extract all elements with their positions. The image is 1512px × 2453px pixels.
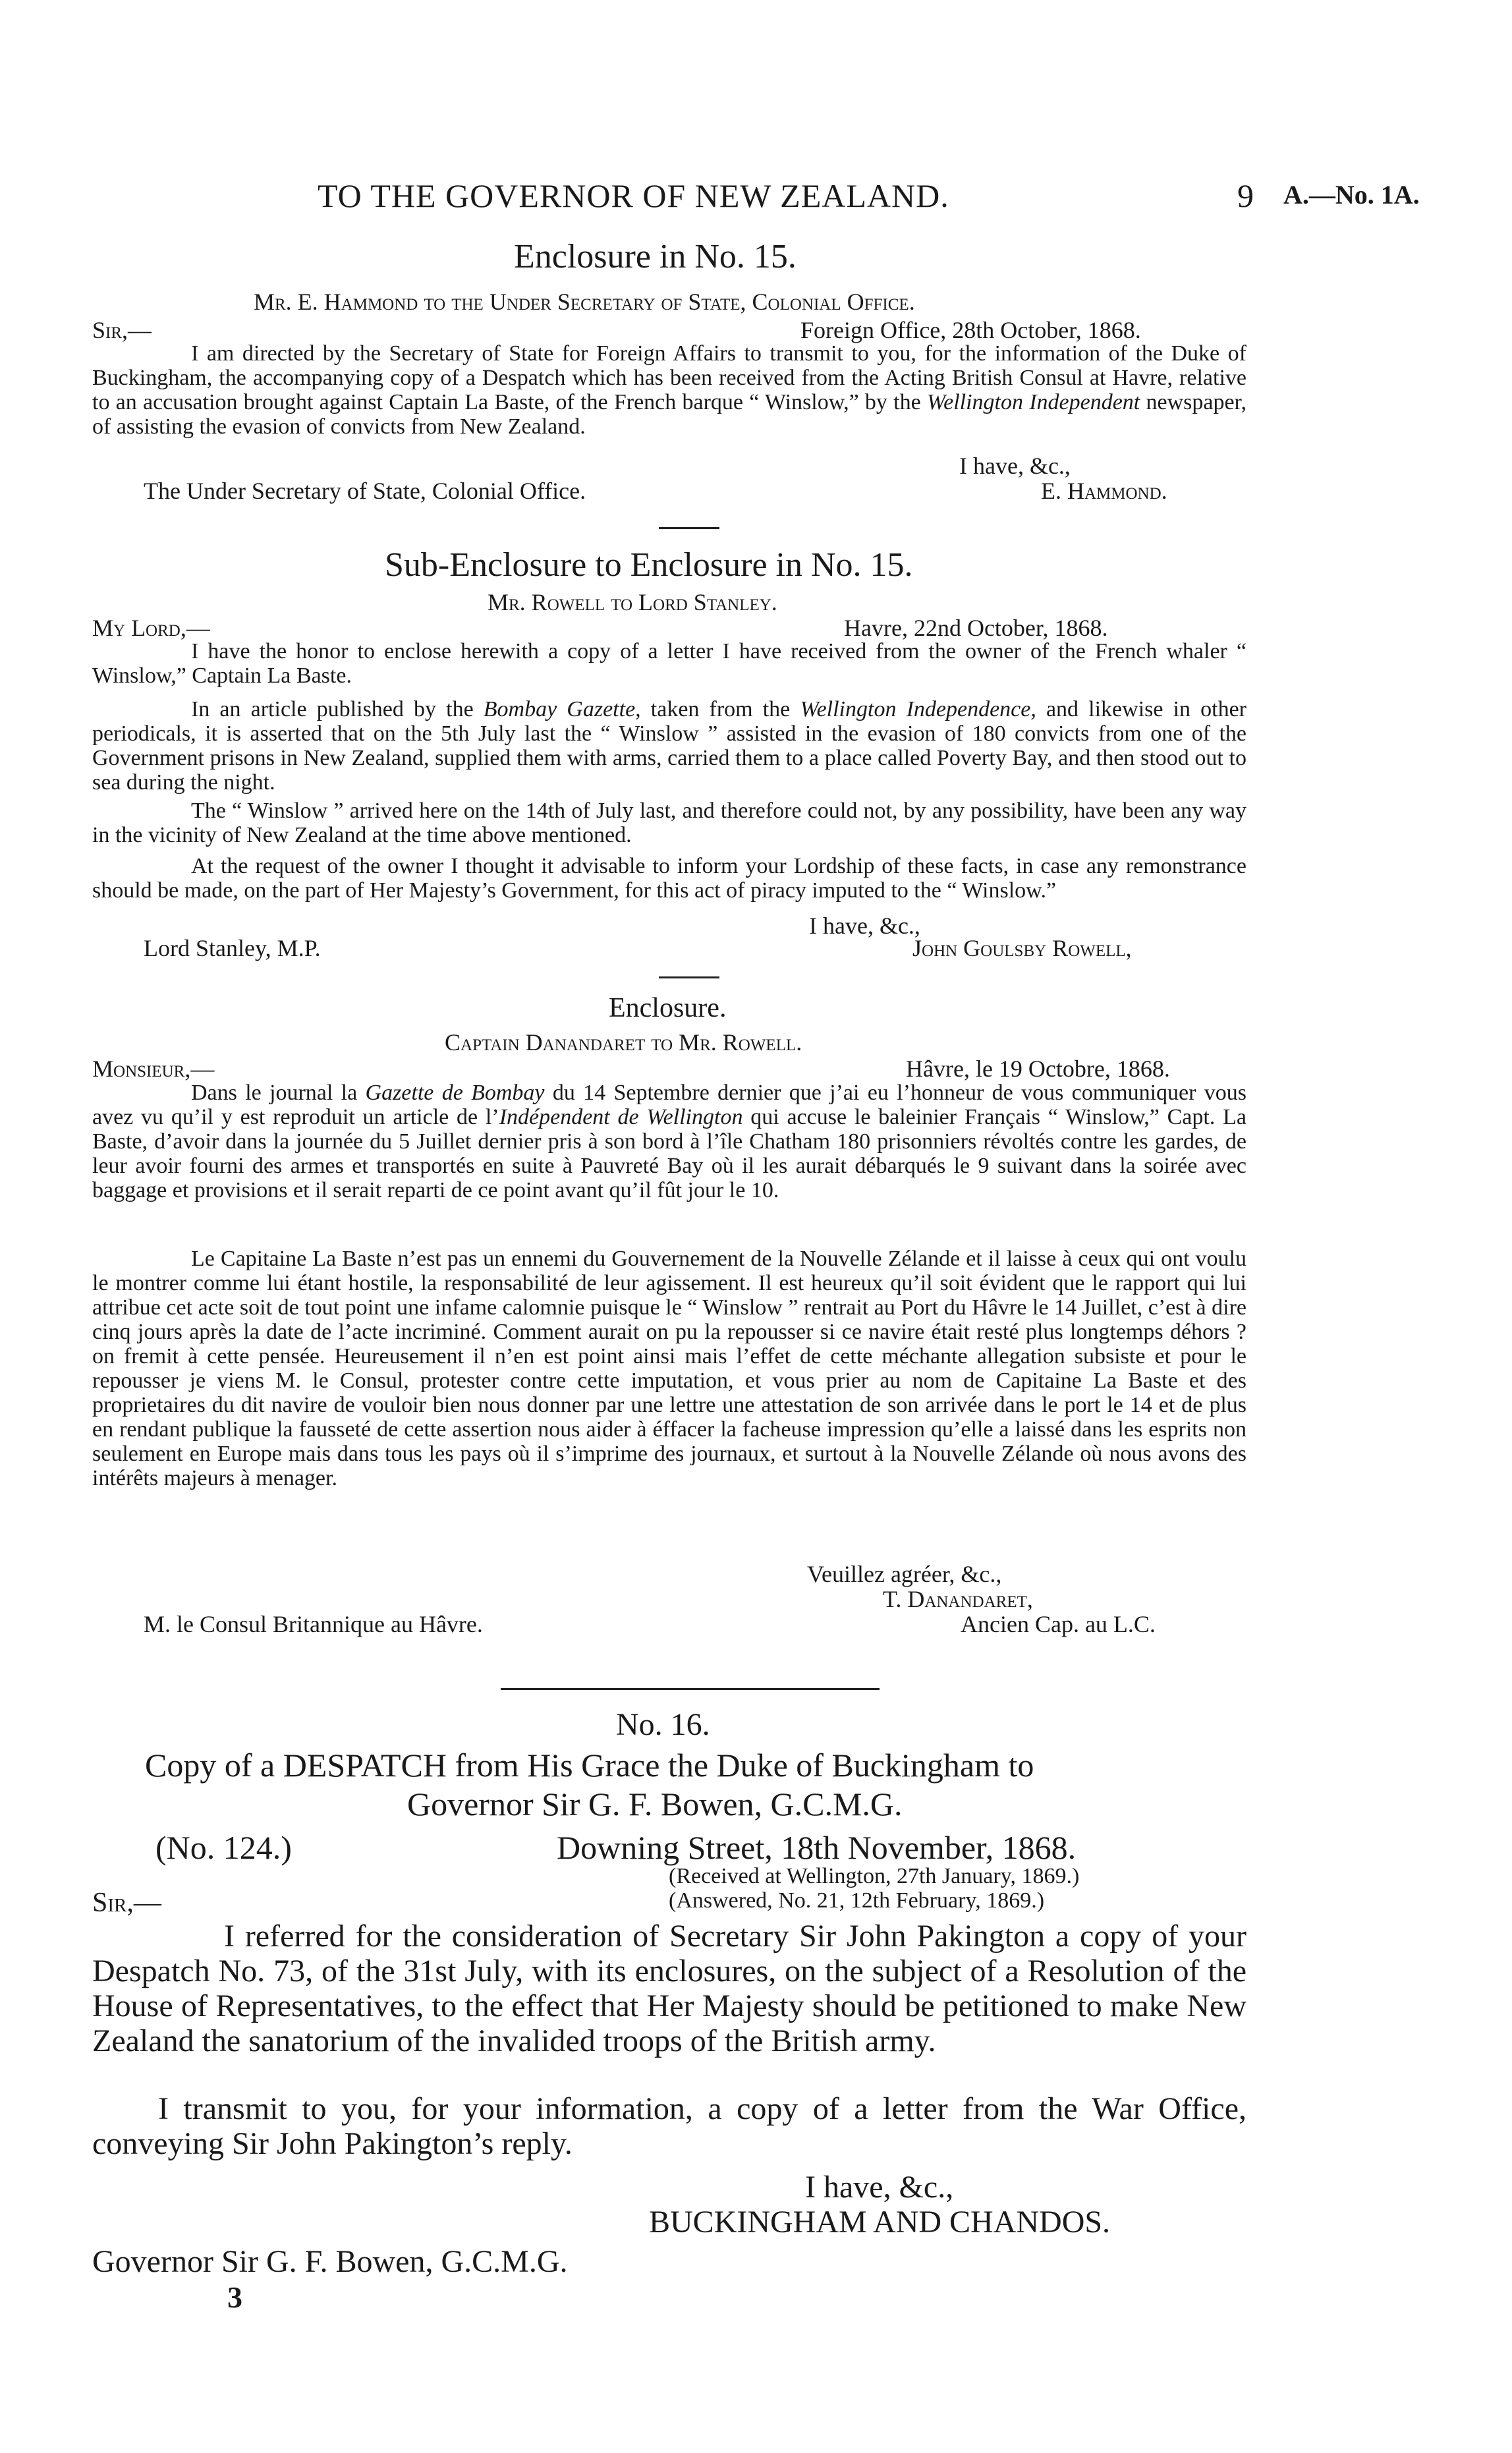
- signature-mark: 3: [227, 2280, 242, 2314]
- salutation: Monsieur,—: [92, 1056, 215, 1082]
- from-to-line: Mr. Rowell to Lord Stanley.: [488, 589, 777, 615]
- section-heading: Sub-Enclosure to Enclosure in No. 15.: [385, 546, 913, 584]
- closing: I have, &c.,: [809, 913, 920, 939]
- page-number: 9: [1237, 177, 1254, 214]
- letter-paragraph: Le Capitaine La Baste n’est pas un ennemi du Gouvernement de la Nouvelle Zélande et il laisse à ceux qui ont voulu le montrer comme lui étant hostile, la responsabilité de leur agissement. Il est heureux qu’il soit évident que le rapport qui lui attribue cet acte soit de tout point une infame calomnie puisque le “ Winslow ” rentrait au Port du Hâvre le 14 Juillet, c’est à dire cinq jours après la date de l’acte incriminé. Comment aurait on pu la repousser si ce navire était resté plus longtemps déhors ? on fremit à cette pensée. Heureusement il n’en est point ainsi mais l’effet de cette méchante allegation subsiste et pour le repousser je viens M. le Consul, protester contre cette imputation, et vous prier au nom de Capitaine La Baste et des proprietaires du dit navire de vouloir bien nous donner par une lettre une attestation de son arrivée dans le port le 14 et de plus en rendant publique la fausseté de cette assertion nous aider à éffacer la facheuse impression qu’elle a laissé dans les esprits non seulement en Europe mais dans tous les pays où il s’imprime des journaux, et surtout à la Nouvelle Zélande où nous avons des intérêts majeurs à menager.: [92, 1247, 1246, 1490]
- letter-paragraph: I have the honor to enclose herewith a copy of a letter I have received from the owner of the French whaler “ Winslow,” Captain La Baste.: [92, 639, 1246, 688]
- signature: T. Danandaret,: [883, 1586, 1033, 1612]
- paragraph-text: qui accuse le baleinier Français “ Winslow,” Capt. La Baste, d’avoir dans la journée du 5 Juillet dernier pris à son bord à l’île Chatham 180 prisonniers révoltés contre les gardes, de leur avoir fourni des armes et transportés en suite à Pauvreté Bay où il les aurait débarqués le 9 suivant dans la soirée avec baggage et provisions et il serait reparti de ce point avant qu’il fût jour le 10.: [92, 1105, 1246, 1202]
- addressee: M. le Consul Britannique au Hâvre.: [144, 1611, 483, 1637]
- newspaper-name: Bombay Gazette,: [483, 697, 641, 721]
- closing: I have, &c.,: [805, 2170, 954, 2205]
- letter-paragraph: [92, 341, 1246, 439]
- addressee: Governor Sir G. F. Bowen, G.C.M.G.: [92, 2244, 568, 2279]
- signature: John Goulsby Rowell,: [912, 935, 1132, 961]
- place-date: Downing Street, 18th November, 1868.: [557, 1829, 1077, 1866]
- letter-paragraph: The “ Winslow ” arrived here on the 14th of July last, and therefore could not, by any possibility, have been any way in the vicinity of New Zealand at the time above mentioned.: [92, 799, 1246, 847]
- divider: [501, 1688, 880, 1690]
- paragraph-text: I am directed by the Secretary of State for Foreign Affairs to transmit to you, for the information of the Duke of Buckingham, the accompanying copy of a Despatch which has been received from the Acting British Consul at Havre, relative to an accusation brought against Captain La Baste, of the French barque “ Winslow,” by the: [92, 341, 1246, 414]
- letter-paragraph: At the request of the owner I thought it advisable to inform your Lordship of these facts, in case any remonstrance should be made, on the part of Her Majesty’s Government, for this act of piracy imputed to the “ Winslow.”: [92, 854, 1246, 903]
- paragraph-text: Dans le journal la: [191, 1081, 366, 1105]
- paragraph-text: taken from the: [640, 697, 800, 721]
- paragraph-text: In an article published by the: [191, 697, 484, 721]
- newspaper-name: Indépendent de Wellington: [499, 1105, 743, 1129]
- despatch-title: Copy of a DESPATCH from His Grace the Duke of Buckingham to: [145, 1747, 1034, 1784]
- from-to-line: Captain Danandaret to Mr. Rowell.: [445, 1029, 802, 1056]
- from-to-line: Mr. E. Hammond to the Under Secretary of State, Colonial Office.: [254, 289, 915, 315]
- section-heading: No. 16.: [616, 1707, 710, 1742]
- letter-paragraph: [92, 697, 1246, 795]
- salutation: Sir,—: [92, 1888, 161, 1918]
- divider: [659, 976, 719, 978]
- paragraph-text: newspaper, of assisting the evasion of convicts from New Zealand.: [92, 390, 1246, 439]
- place-date: Foreign Office, 28th October, 1868.: [800, 317, 1141, 343]
- salutation: Sir,—: [92, 317, 152, 343]
- section-heading: Enclosure in No. 15.: [514, 238, 797, 275]
- signature: BUCKINGHAM AND CHANDOS.: [649, 2205, 1111, 2240]
- place-date: Havre, 22nd October, 1868.: [844, 615, 1108, 641]
- newspaper-name: Wellington Independence,: [800, 697, 1036, 721]
- salutation: My Lord,—: [92, 615, 210, 641]
- section-heading: Enclosure.: [609, 993, 727, 1023]
- addressee: The Under Secretary of State, Colonial Office.: [144, 478, 586, 504]
- paragraph-text: du 14 Septembre dernier que j’ai eu l’honneur de vous communiquer vous avez vu qu’il y est reproduit un article de l’: [92, 1081, 1246, 1129]
- letter-paragraph: I transmit to you, for your information, a copy of a letter from the War Office, conveying Sir John Pakington’s reply.: [92, 2091, 1246, 2161]
- paragraph-text: and likewise in other periodicals, it is asserted that on the 5th July last the “ Winslow ” assisted in the evasion of 180 convicts from one of the Government prisons in New Zealand, supplied them with arms, carried them to a place called Poverty Bay, and then stood out to sea during the night.: [92, 697, 1246, 795]
- closing: Veuillez agréer, &c.,: [807, 1561, 1002, 1587]
- newspaper-name: Wellington Independent: [926, 390, 1140, 414]
- despatch-title: Governor Sir G. F. Bowen, G.C.M.G.: [407, 1786, 903, 1822]
- letter-paragraph: I referred for the consideration of Secretary Sir John Pakington a copy of your Despatch No. 73, of the 31st July, with its enclosures, on the subject of a Resolution of the House of Representatives, to the effect that Her Majesty should be petitioned to make New Zealand the sanatorium of the invalided troops of the British army.: [92, 1919, 1246, 2058]
- newspaper-name: Gazette de Bombay: [365, 1081, 545, 1105]
- divider: [659, 527, 719, 529]
- letter-paragraph: [92, 1081, 1246, 1202]
- answered-note: (Answered, No. 21, 12th February, 1869.): [669, 1888, 1045, 1913]
- closing: I have, &c.,: [959, 453, 1071, 479]
- addressee: Lord Stanley, M.P.: [144, 935, 321, 961]
- signatory-rank: Ancien Cap. au L.C.: [961, 1611, 1156, 1637]
- despatch-number: (No. 124.): [155, 1829, 292, 1866]
- received-note: (Received at Wellington, 27th January, 1869.): [669, 1864, 1080, 1888]
- paper-code: A.—No. 1A.: [1283, 180, 1420, 210]
- signature: E. Hammond.: [1041, 478, 1167, 504]
- running-title: TO THE GOVERNOR OF NEW ZEALAND.: [318, 177, 949, 214]
- place-date: Hâvre, le 19 Octobre, 1868.: [906, 1056, 1170, 1082]
